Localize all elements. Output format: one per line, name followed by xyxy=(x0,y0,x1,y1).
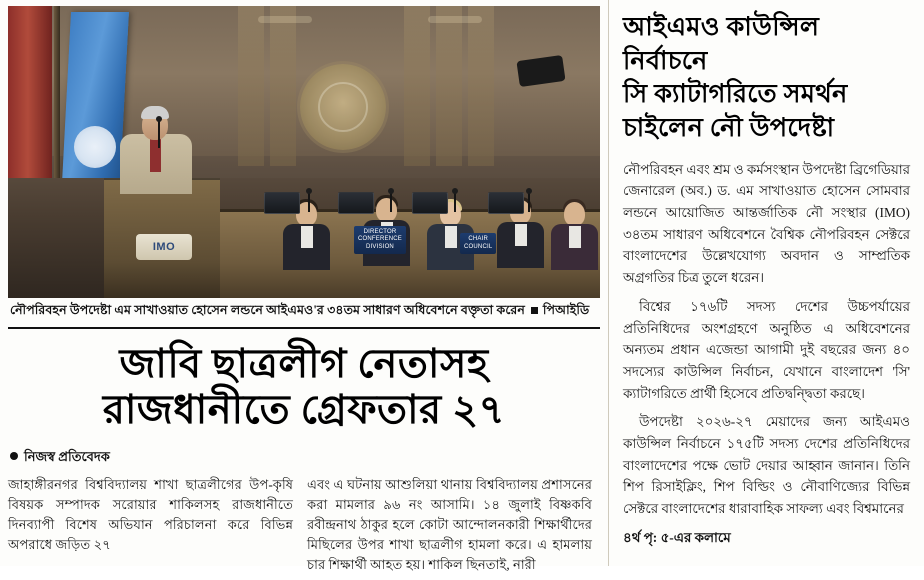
byline-text: নিজস্ব প্রতিবেদক xyxy=(24,449,110,465)
article-column-2 xyxy=(307,475,592,579)
photo-wood-panel xyxy=(404,6,430,166)
separator-square-icon xyxy=(531,307,538,314)
news-photo xyxy=(8,6,600,298)
article-column-1 xyxy=(8,475,293,579)
microphone-icon xyxy=(390,192,392,212)
un-flag xyxy=(61,12,129,202)
delegate-shirt xyxy=(301,226,313,248)
nameplate-line: CHAIR xyxy=(468,236,489,242)
photo-wood-panel xyxy=(270,6,296,166)
right-headline-line-3: চাইলেন নৌ উপদেষ্টা xyxy=(623,112,835,142)
paragraph: বিশ্বের ১৭৬টি সদস্য দেশের উচ্চপর্যায়ের প্রতিনিধিদের অংশগ্রহণে অনুষ্ঠিত এ অধিবেশনের অন্যতম প্রধান এজেন্ডা আগামী দুই বছরের জন্য ৪০ সদস্যের কাউন্সিল নির্বাচন, যেখানে বাংলাদেশ 'সি' ক্যাটাগরিতে প্রার্থী হিসেবে প্রতিদ্বন্দ্বিতা করছে। xyxy=(623,298,910,401)
paragraph: নৌপরিবহন এবং শ্রম ও কর্মসংস্থান উপদেষ্টা ব্রিগেডিয়ার জেনারেল (অব.) ড. এম সাখাওয়াত হোসেন সোমবার লন্ডনে আয়োজিত আন্তর্জাতিক নৌ সংস্থার (IMO) ৩৪তম সাধারণ অধিবেশনে বৈশ্বিক নৌপরিবহন সেক্টরে বাংলাদেশের উল্লেখযোগ্য অবদান ও সাম্প্রতিক অগ্রগতির চিত্র তুলে ধরেন। xyxy=(623,161,910,286)
nameplate-chair-council xyxy=(460,233,496,254)
speaker-hair xyxy=(141,106,169,119)
delegate-shirt xyxy=(445,226,457,248)
photo-wall-light xyxy=(258,16,312,23)
photo-wood-panel xyxy=(468,6,494,166)
main-headline xyxy=(8,341,600,432)
delegate-head xyxy=(564,202,585,226)
right-headline-line-1: আইএমও কাউন্সিল নির্বাচনে xyxy=(623,12,820,75)
paragraph: এবং এ ঘটনায় আশুলিয়া থানায় বিশ্ববিদ্যালয় প্রশাসনের করা মামলার ৯৬ নং আসামি। ১৪ জুলাই বিষ্ণকবি রবীন্দ্রনাথ ঠাকুর হলে কোটা আন্দোলনকারী শিক্ষার্থীদের মিছিলের উপর শাখা ছাত্রলীগ হামলা করে। এ হামলায় চার শিক্ষার্থী আহত হয়। শাকিল ছিনতাই, নারী xyxy=(307,477,592,573)
photo-wall-light xyxy=(428,16,482,23)
microphone-icon xyxy=(308,192,310,212)
delegate-shirt xyxy=(569,226,581,248)
desk-monitor xyxy=(264,192,300,214)
desk-monitor xyxy=(338,192,374,214)
photo-credit: পিআইডি xyxy=(542,303,590,317)
byline xyxy=(10,448,600,469)
paragraph: উপদেষ্টা ২০২৬-২৭ মেয়াদের জন্য আইএমও কাউন্সিল নির্বাচনে ১৭৫টি সদস্য দেশের প্রতিনিধিদের বাংলাদেশের পক্ষে ভোট দেয়ার আহ্বান জানান। তিনি শিপ রিসাইক্লিং, শিপ বিল্ডিং ও নৌবাণিজ্যের বিভিন্ন সেক্টরে বাংলাদেশের ধারাবাহিক সাফল্য এবং বিশ্বমানের xyxy=(623,414,910,517)
photo-scene xyxy=(8,6,600,298)
headline-line-1: জাবি ছাত্রলীগ নেতাসহ xyxy=(119,341,489,386)
headline-line-2: রাজধানীতে গ্রেফতার ২৭ xyxy=(102,386,506,432)
right-headline-line-2: সি ক্যাটাগরিতে সমর্থন xyxy=(623,79,848,109)
photo-wood-panel xyxy=(436,6,462,166)
imo-logo: IMO xyxy=(136,234,192,260)
desk-monitor xyxy=(488,192,524,214)
nameplate-line: COUNCIL xyxy=(464,243,493,250)
un-flag-emblem-icon xyxy=(74,126,116,168)
article-columns xyxy=(8,475,600,579)
nameplate-line: DIVISION xyxy=(366,243,394,250)
microphone-icon xyxy=(454,192,456,212)
delegate-shirt xyxy=(515,224,527,246)
photo-caption-text: নৌপরিবহন উপদেষ্টা এম সাখাওয়াত হোসেন লন্ডনে আইএমও'র ৩৪তম সাধারণ অধিবেশনে বক্তৃতা করেন xyxy=(10,303,525,317)
nameplate-conference-division xyxy=(354,226,406,255)
microphone-icon xyxy=(528,192,530,212)
right-headline xyxy=(623,10,910,145)
right-column xyxy=(608,0,924,566)
podium-microphone-icon xyxy=(158,120,160,148)
photo-caption xyxy=(8,298,600,329)
continuation-note: ৪র্থ পৃ: ৫-এর কলামে xyxy=(623,529,731,545)
delegate-head xyxy=(376,198,397,222)
paragraph: জাহাঙ্গীরনগর বিশ্ববিদ্যালয় শাখা ছাত্রলীগের উপ-কৃষি বিষয়ক সম্পাদক সরোয়ার শাকিলসহ রাজধানীতে দিনব্যাপী বিশেষ অভিযান পরিচালনা করে বিভিন্ন অপরাধে জড়িত ২৭ xyxy=(8,477,293,553)
nameplate-line: CONFERENCE xyxy=(358,236,403,242)
desk-monitor xyxy=(412,192,448,214)
photo-wood-panel xyxy=(238,6,264,166)
bullet-icon xyxy=(10,452,18,460)
nameplate-line: DIRECTOR xyxy=(363,228,397,235)
right-article-body xyxy=(623,159,910,549)
un-emblem-icon xyxy=(300,64,386,150)
